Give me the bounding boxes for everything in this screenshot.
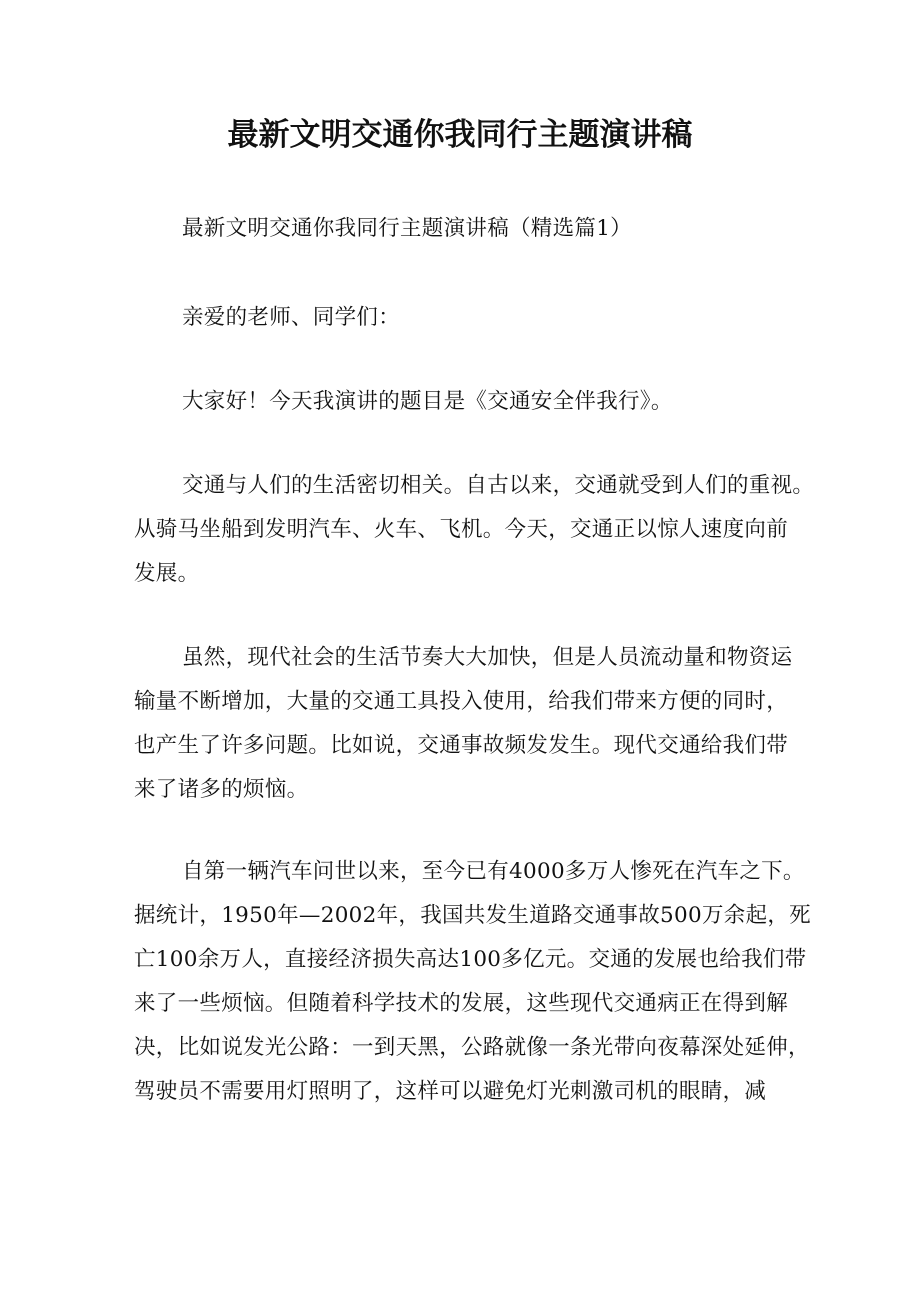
paragraph-1-line-1: 交通与人们的生活密切相关。自古以来，交通就受到人们的重视。	[182, 473, 815, 498]
paragraph-2-line-1: 虽然，现代社会的生活节奏大大加快，但是人员流动量和物资运	[182, 645, 793, 670]
salutation: 亲爱的老师、同学们：	[182, 305, 401, 330]
paragraph-1-line-3: 发展。	[134, 561, 200, 586]
paragraph-3-line-4: 来了一些烦恼。但随着科学技术的发展，这些现代交通病正在得到解	[134, 991, 789, 1016]
paragraph-3-line-3: 亡100余万人，直接经济损失高达100多亿元。交通的发展也给我们带	[134, 947, 807, 972]
document-title: 最新文明交通你我同行主题演讲稿	[227, 117, 693, 153]
paragraph-2-line-3: 也产生了许多问题。比如说，交通事故频发发生。现代交通给我们带	[134, 733, 789, 758]
paragraph-3-line-1: 自第一辆汽车问世以来，至今已有4000多万人惨死在汽车之下。	[182, 859, 805, 884]
paragraph-1-line-2: 从骑马坐船到发明汽车、火车、飞机。今天，交通正以惊人速度向前	[134, 517, 789, 542]
paragraph-3-line-5: 决，比如说发光公路：一到天黑，公路就像一条光带向夜幕深处延伸，	[134, 1035, 810, 1060]
paragraph-2-line-4: 来了诸多的烦恼。	[134, 777, 309, 802]
opening-line: 大家好！今天我演讲的题目是《交通安全伴我行》。	[182, 389, 673, 414]
paragraph-2-line-2: 输量不断增加，大量的交通工具投入使用，给我们带来方便的同时，	[134, 689, 789, 714]
paragraph-3-line-6: 驾驶员不需要用灯照明了，这样可以避免灯光刺激司机的眼睛，减	[134, 1079, 767, 1104]
document-subtitle: 最新文明交通你我同行主题演讲稿（精选篇1）	[182, 216, 632, 241]
paragraph-3-line-2: 据统计，1950年—2002年，我国共发生道路交通事故500万余起，死	[134, 903, 811, 928]
